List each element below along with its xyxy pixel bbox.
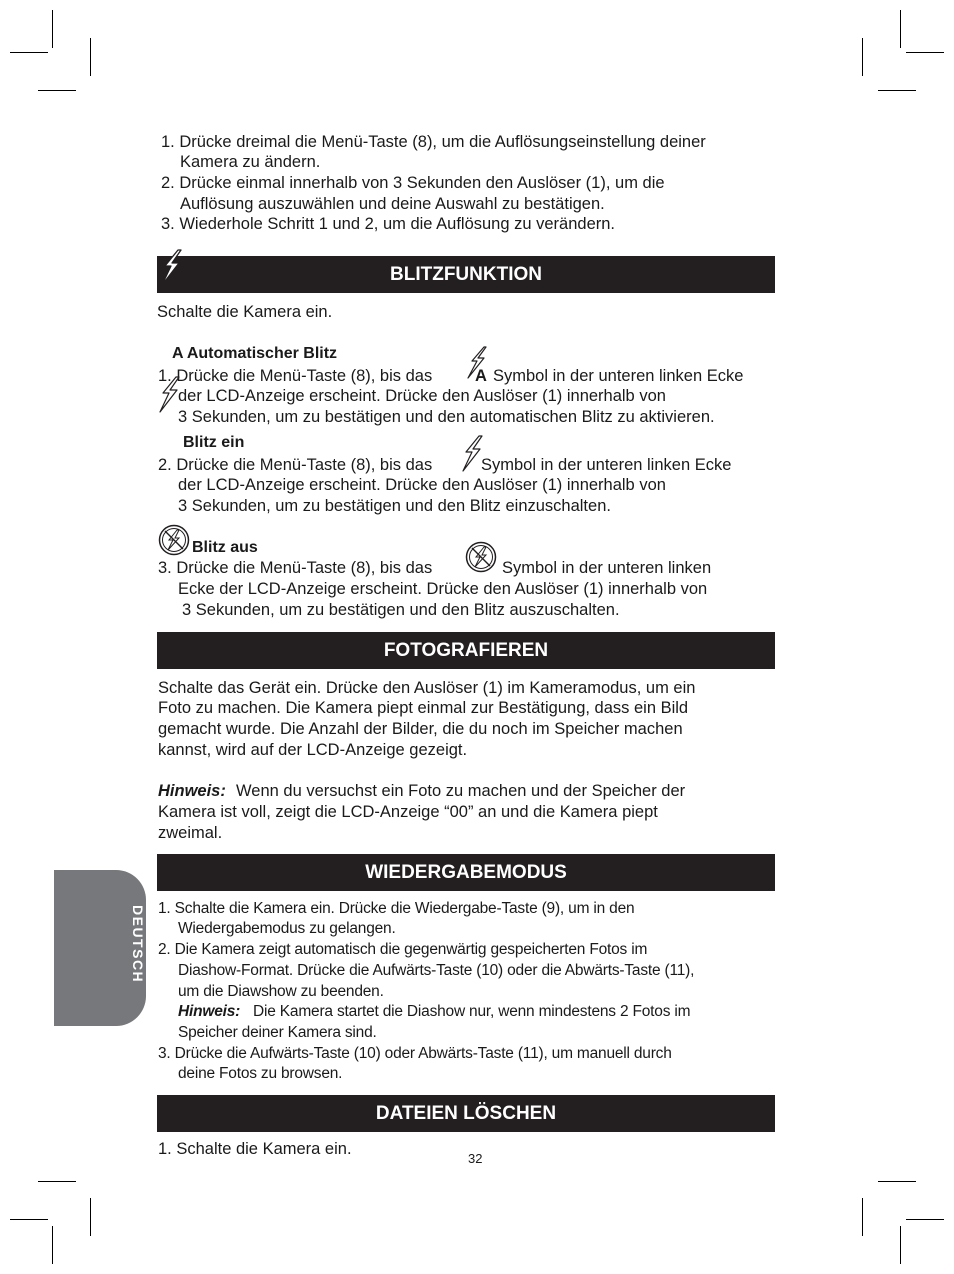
wiedergabe-text: Wiedergabemodus zu gelangen.: [178, 920, 396, 937]
section-header-blitz: BLITZFUNKTION: [157, 256, 775, 293]
section-header-foto: FOTOGRAFIEREN: [157, 632, 775, 669]
language-tab-label: DEUTSCH: [130, 905, 146, 984]
crop-mark: [52, 10, 53, 48]
flash-off-line: Ecke der LCD-Anzeige erscheint. Drücke den Auslöser (1) innerhalb von: [178, 580, 708, 598]
wiedergabe-text: deine Fotos zu browsen.: [178, 1065, 343, 1082]
flash-on-line: 2. Drücke die Menü-Taste (8), bis das: [158, 456, 433, 474]
wiedergabe-note-label: Hinweis:: [178, 1003, 241, 1020]
flash-off-line: 3 Sekunden, um zu bestätigen und den Blitz auszuschalten.: [182, 601, 620, 619]
flash-icon: [159, 249, 183, 287]
wiedergabe-text: 1. Schalte die Kamera ein. Drücke die Wiedergabe-Taste (9), um in den: [158, 900, 635, 917]
section-header-wiedergabe: WIEDERGABEMODUS: [157, 854, 775, 891]
foto-note-text: zweimal.: [158, 824, 223, 842]
crop-mark: [906, 1219, 944, 1220]
crop-mark: [38, 90, 76, 91]
auto-flash-heading: A Automatischer Blitz: [172, 345, 338, 362]
flash-off-icon: [465, 541, 497, 573]
flash-off-line: 3. Drücke die Menü-Taste (8), bis das: [158, 559, 433, 577]
flash-on-line: Symbol in der unteren linken Ecke: [481, 456, 732, 474]
flash-on-line: der LCD-Anzeige erscheint. Drücke den Auslöser (1) innerhalb von: [178, 476, 666, 494]
wiedergabe-note-text: Die Kamera startet die Diashow nur, wenn mindestens 2 Fotos im: [253, 1003, 691, 1020]
foto-note-text: Wenn du versuchst ein Foto zu machen und der Speicher der: [236, 782, 686, 800]
step-text: 1. Drücke dreimal die Menü-Taste (8), um die Auflösungseinstellung deiner: [161, 133, 706, 151]
page-number: 32: [468, 1151, 483, 1166]
flash-off-heading: Blitz aus: [192, 539, 258, 556]
loeschen-text: 1. Schalte die Kamera ein.: [158, 1140, 352, 1158]
foto-text: Foto zu machen. Die Kamera piept einmal zur Bestätigung, dass ein Bild: [158, 699, 689, 717]
wiedergabe-text: um die Diawshow zu beenden.: [178, 983, 384, 1000]
crop-mark: [900, 10, 901, 48]
crop-mark: [862, 38, 863, 76]
blitz-intro: Schalte die Kamera ein.: [157, 303, 333, 321]
step-text: 3. Wiederhole Schritt 1 und 2, um die Auflösung zu verändern.: [161, 215, 616, 233]
crop-mark: [906, 52, 944, 53]
crop-mark: [10, 52, 48, 53]
crop-mark: [878, 90, 916, 91]
crop-mark: [90, 1198, 91, 1236]
foto-text: Schalte das Gerät ein. Drücke den Auslöser (1) im Kameramodus, um ein: [158, 679, 696, 697]
flash-on-heading: Blitz ein: [183, 434, 245, 451]
auto-flash-line: 3 Sekunden, um zu bestätigen und den automatischen Blitz zu aktivieren.: [178, 408, 715, 426]
auto-flash-line: Symbol in der unteren linken Ecke: [493, 367, 744, 385]
step-text: Kamera zu ändern.: [180, 153, 321, 171]
crop-mark: [90, 38, 91, 76]
crop-mark: [38, 1181, 76, 1182]
crop-mark: [900, 1226, 901, 1264]
foto-text: kannst, wird auf der LCD-Anzeige gezeigt.: [158, 741, 468, 759]
wiedergabe-note-text: Speicher deiner Kamera sind.: [178, 1024, 377, 1041]
flash-off-icon: [158, 524, 190, 556]
wiedergabe-text: Diashow-Format. Drücke die Aufwärts-Taste (10) oder die Abwärts-Taste (11),: [178, 962, 695, 979]
section-header-loeschen: DATEIEN LÖSCHEN: [157, 1095, 775, 1132]
crop-mark: [878, 1181, 916, 1182]
wiedergabe-text: 2. Die Kamera zeigt automatisch die gegenwärtig gespeicherten Fotos im: [158, 941, 648, 958]
foto-note-text: Kamera ist voll, zeigt die LCD-Anzeige “00” an und die Kamera piept: [158, 803, 658, 821]
foto-note-label: Hinweis:: [158, 782, 226, 800]
step-text: 2. Drücke einmal innerhalb von 3 Sekunden den Auslöser (1), um die: [161, 174, 665, 192]
auto-symbol-letter: A: [475, 367, 487, 385]
crop-mark: [862, 1198, 863, 1236]
foto-text: gemacht wurde. Die Anzahl der Bilder, die du noch im Speicher machen: [158, 720, 683, 738]
flash-on-line: 3 Sekunden, um zu bestätigen und den Blitz einzuschalten.: [178, 497, 611, 515]
wiedergabe-text: 3. Drücke die Aufwärts-Taste (10) oder Abwärts-Taste (11), um manuell durch: [158, 1045, 672, 1062]
step-text: Auflösung auszuwählen und deine Auswahl zu bestätigen.: [180, 195, 605, 213]
crop-mark: [52, 1226, 53, 1264]
crop-mark: [10, 1219, 48, 1220]
flash-off-line: Symbol in der unteren linken: [502, 559, 712, 577]
auto-flash-line: der LCD-Anzeige erscheint. Drücke den Auslöser (1) innerhalb von: [178, 387, 666, 405]
auto-flash-line: 1. Drücke die Menü-Taste (8), bis das: [158, 367, 433, 385]
